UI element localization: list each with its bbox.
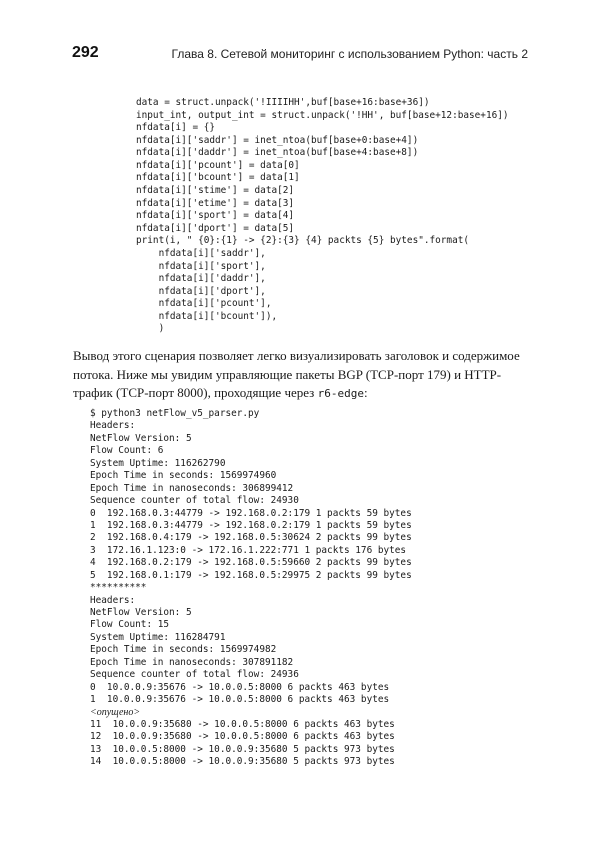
output-line: <опущено>: [90, 706, 141, 718]
paragraph-text: трафик (TCP-порт 8000), проходящие через: [73, 385, 318, 400]
output-line: Sequence counter of total flow: 24930: [90, 495, 299, 507]
code-line: nfdata[i]['bcount']),: [136, 310, 278, 322]
output-line: Sequence counter of total flow: 24936: [90, 669, 299, 681]
page-number: 292: [72, 44, 99, 61]
code-line: nfdata[i]['pcount'],: [136, 298, 272, 310]
code-line: ): [136, 323, 165, 335]
output-line: Flow Count: 6: [90, 445, 164, 457]
output-line: Epoch Time in nanoseconds: 307891182: [90, 656, 294, 668]
paragraph-line: Вывод этого сценария позволяет легко визуализировать заголовок и содержимое: [73, 348, 520, 363]
code-line: input_int, output_int = struct.unpack('!HH', buf[base+12:base+16]): [136, 109, 509, 121]
output-line: 5 192.168.0.1:179 -> 192.168.0.5:29975 2 packts 99 bytes: [90, 569, 412, 581]
code-line: nfdata[i]['saddr'] = inet_ntoa(buf[base+0:base+4]): [136, 134, 419, 146]
output-line: 0 10.0.0.9:35676 -> 10.0.0.5:8000 6 packts 463 bytes: [90, 681, 390, 693]
code-line: nfdata[i]['dport'],: [136, 285, 266, 297]
code-line: nfdata[i]['dport'] = data[5]: [136, 222, 295, 234]
output-line: NetFlow Version: 5: [90, 432, 192, 444]
code-line: nfdata[i]['daddr'],: [136, 273, 266, 285]
output-line: 3 172.16.1.123:0 -> 172.16.1.222:771 1 packts 176 bytes: [90, 544, 407, 556]
output-line: Flow Count: 15: [90, 619, 170, 631]
code-line: nfdata[i]['bcount'] = data[1]: [136, 172, 300, 184]
output-line: Epoch Time in seconds: 1569974960: [90, 470, 277, 482]
output-line: 12 10.0.0.9:35680 -> 10.0.0.5:8000 6 packts 463 bytes: [90, 731, 395, 743]
output-line: 14 10.0.0.5:8000 -> 10.0.0.9:35680 5 packts 973 bytes: [90, 756, 395, 768]
output-line: NetFlow Version: 5: [90, 607, 192, 618]
page-header: [72, 44, 528, 64]
output-line: 11 10.0.0.9:35680 -> 10.0.0.5:8000 6 packts 463 bytes: [90, 718, 395, 730]
code-line: print(i, " {0}:{1} -> {2}:{3} {4} packts {5} bytes".format(: [136, 235, 470, 247]
output-line: **********: [90, 582, 147, 594]
code-line: nfdata[i]['stime'] = data[2]: [136, 185, 295, 197]
code-line: nfdata[i]['saddr'],: [136, 247, 266, 259]
output-line: 1 192.168.0.3:44779 -> 192.168.0.2:179 1 packts 59 bytes: [90, 519, 412, 531]
output-line: Headers:: [90, 420, 136, 432]
output-line: 4 192.168.0.2:179 -> 192.168.0.5:59660 2 packts 99 bytes: [90, 557, 412, 569]
terminal-output: [90, 408, 412, 769]
code-line: nfdata[i]['sport'],: [136, 260, 266, 272]
code-line: data = struct.unpack('!IIIIHH',buf[base+16:base+36]): [136, 97, 430, 108]
code-line: nfdata[i]['daddr'] = inet_ntoa(buf[base+4:base+8]): [136, 147, 419, 159]
code-line: nfdata[i]['etime'] = data[3]: [136, 197, 295, 209]
paragraph-text: :: [363, 385, 368, 400]
output-line: System Uptime: 116284791: [90, 631, 226, 643]
body-paragraph: [73, 347, 531, 404]
inline-code-r6-edge: r6-edge: [317, 387, 364, 400]
code-listing: [136, 97, 509, 336]
output-line: 0 192.168.0.3:44779 -> 192.168.0.2:179 1 packts 59 bytes: [90, 507, 412, 519]
output-line: Epoch Time in nanoseconds: 306899412: [90, 482, 294, 494]
paragraph-line: [73, 384, 531, 404]
chapter-title: Глава 8. Сетевой мониторинг с использованием Python: часть 2: [171, 47, 528, 61]
output-line: 1 10.0.0.9:35676 -> 10.0.0.5:8000 6 packts 463 bytes: [90, 694, 390, 706]
output-line: 2 192.168.0.4:179 -> 192.168.0.5:30624 2 packts 99 bytes: [90, 532, 412, 544]
output-line: Headers:: [90, 594, 136, 606]
output-line: Epoch Time in seconds: 1569974982: [90, 644, 277, 656]
code-line: nfdata[i] = {}: [136, 122, 216, 134]
code-line: nfdata[i]['sport'] = data[4]: [136, 210, 295, 222]
output-line: $ python3 netFlow_v5_parser.py: [90, 408, 260, 419]
output-line: System Uptime: 116262790: [90, 457, 226, 469]
code-line: nfdata[i]['pcount'] = data[0]: [136, 159, 300, 171]
output-line: 13 10.0.0.5:8000 -> 10.0.0.9:35680 5 packts 973 bytes: [90, 743, 395, 755]
paragraph-line: потока. Ниже мы увидим управляющие пакеты BGP (TCP-порт 179) и HTTP-: [73, 366, 502, 382]
